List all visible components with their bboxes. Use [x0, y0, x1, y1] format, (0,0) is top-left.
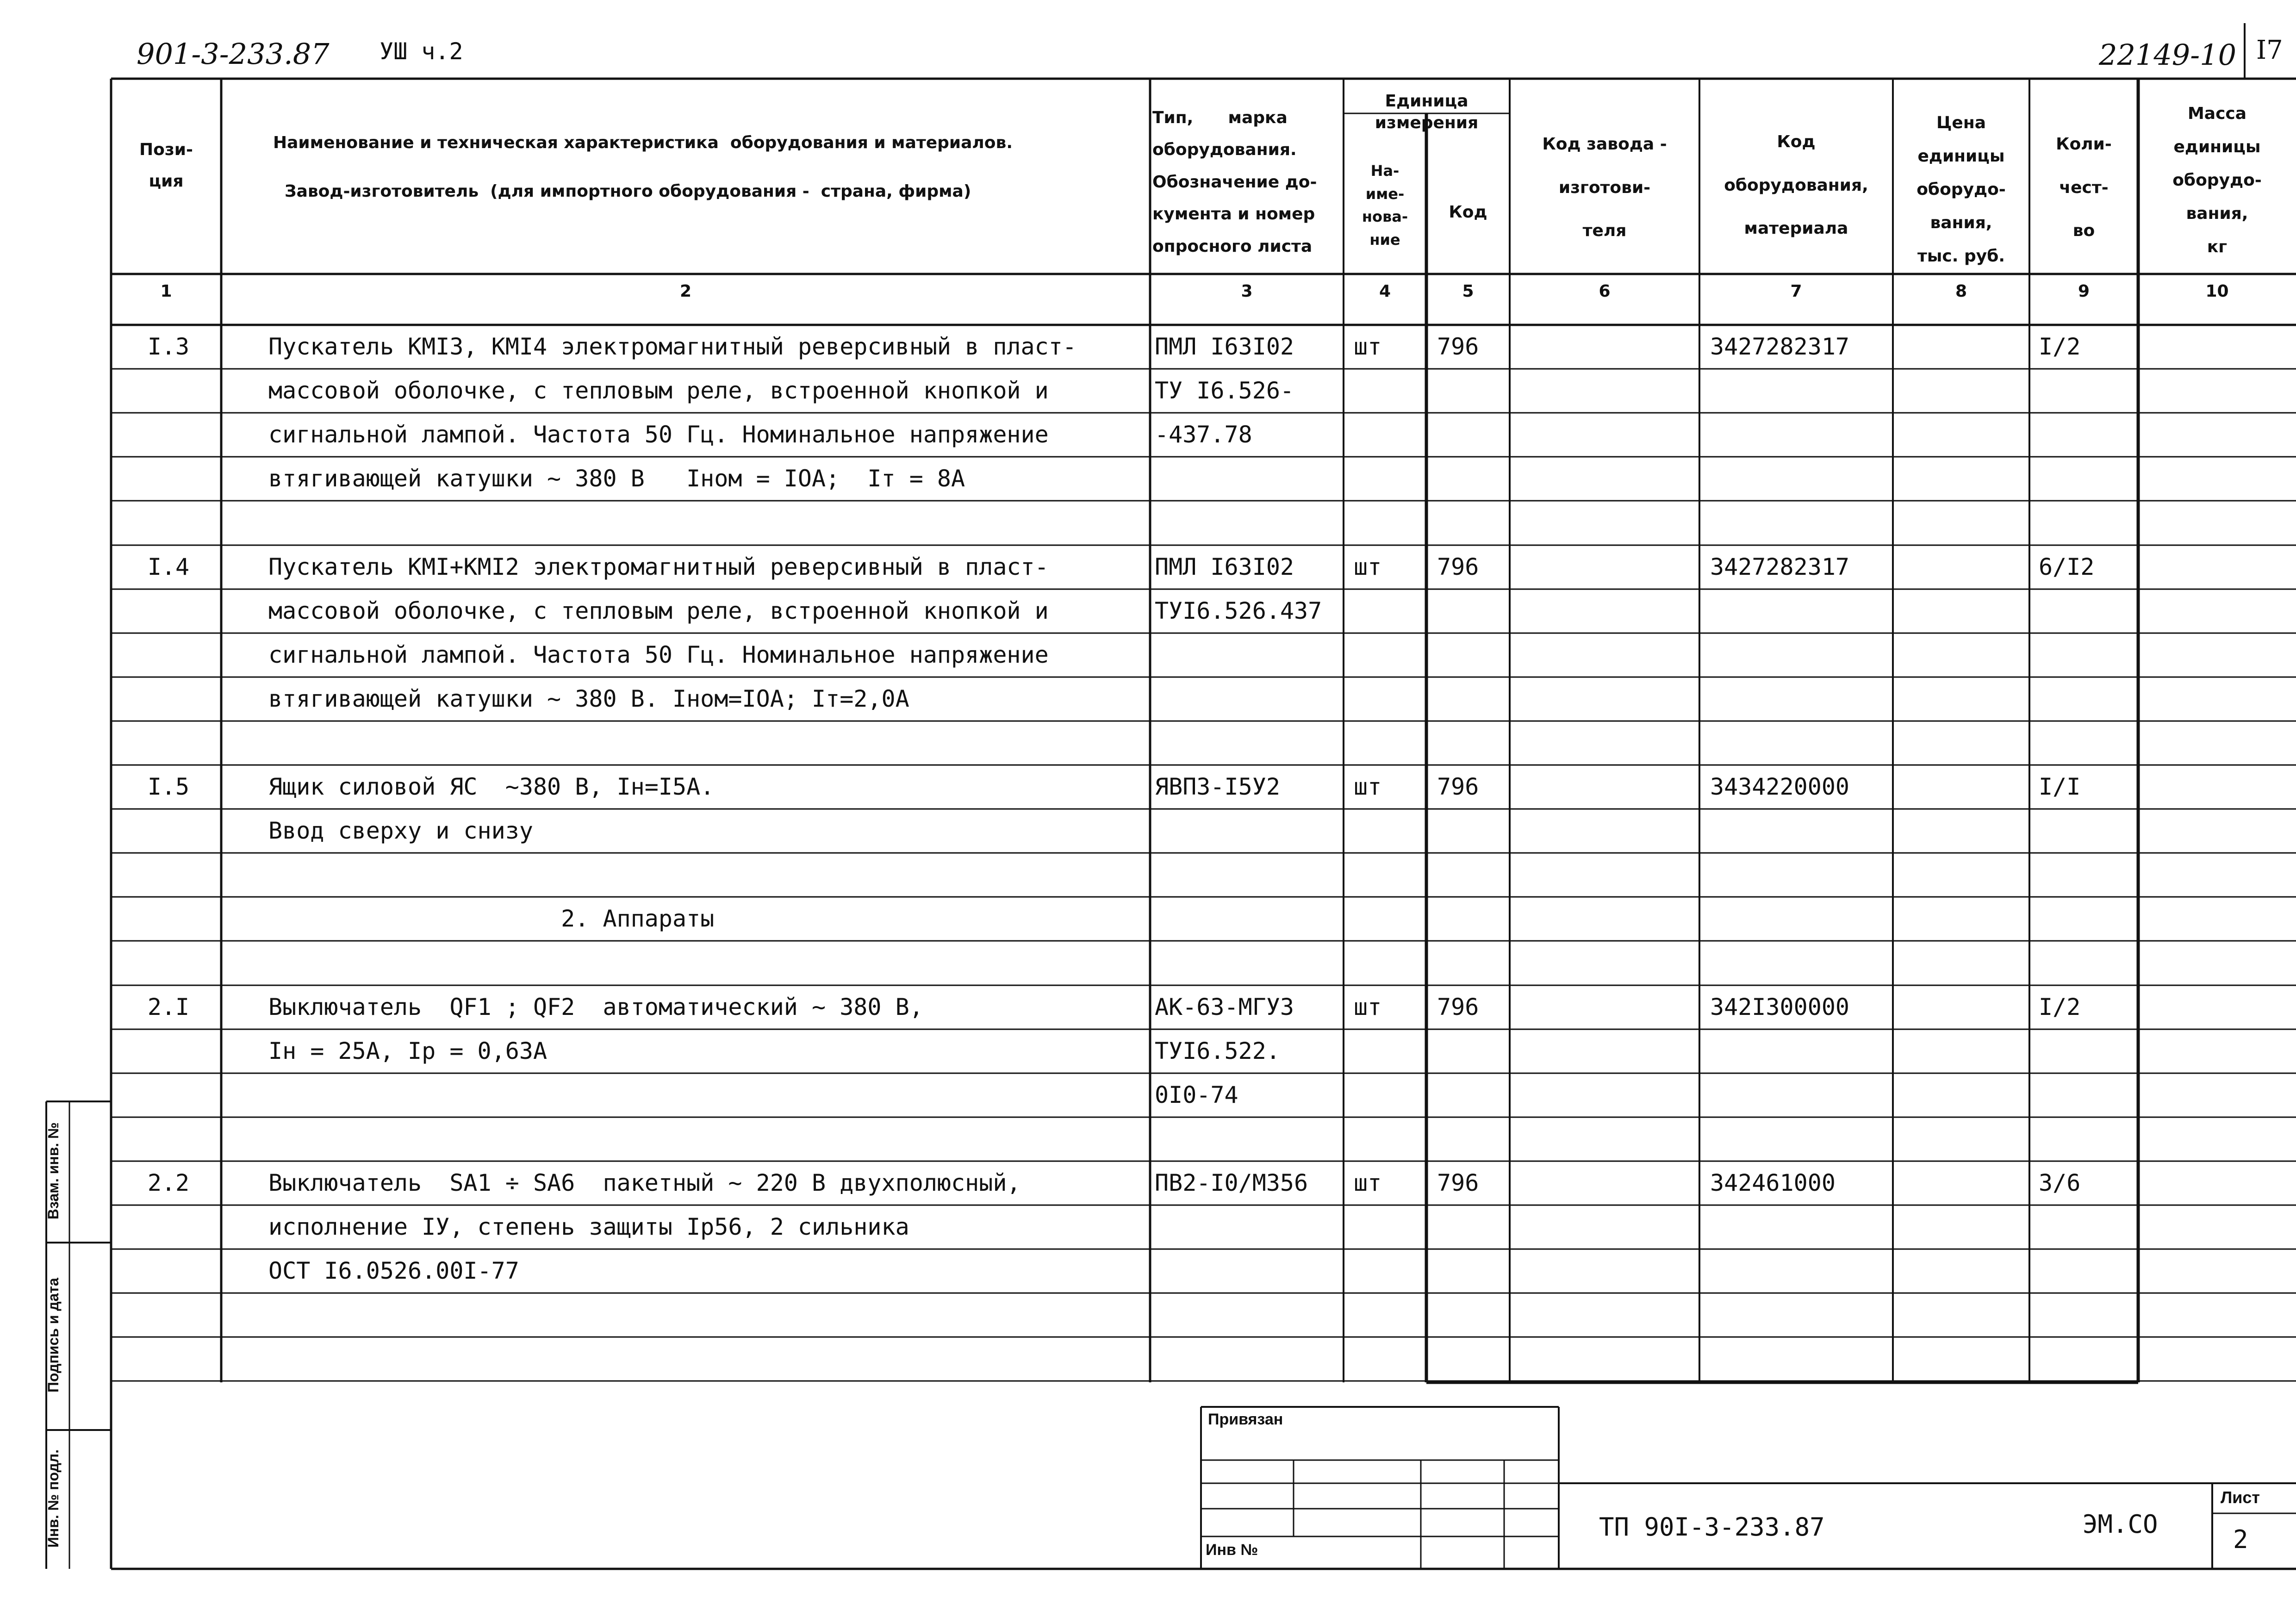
- cell-name: Пускатель КМI3, КМI4 электромагнитный реверсивный в пласт-: [268, 333, 1076, 360]
- side-signature-date: Подпись и дата: [45, 1278, 62, 1393]
- header-position: Пози- ция: [139, 140, 193, 191]
- cell-name: массовой оболочке, с тепловым реле, встроенной кнопкой и: [268, 377, 1049, 404]
- cell-type: ПМЛ I63I02: [1155, 333, 1294, 360]
- column-number: 3: [1241, 282, 1253, 301]
- cell-pos: I.4: [147, 553, 190, 580]
- header-factory-code: Код завода - изготови- теля: [1542, 135, 1667, 241]
- side-replacement-inv: Взам. инв. №: [45, 1122, 62, 1219]
- header-unit-name: На- име- нова- ние: [1362, 162, 1408, 249]
- cell-name: Ввод сверху и снизу: [268, 817, 533, 844]
- album-label: УШ ч.2: [380, 38, 463, 65]
- cell-code: 796: [1437, 553, 1479, 580]
- cell-name: Выключатель QF1 ; QF2 автоматический ~ 380 В,: [268, 994, 923, 1020]
- header-unit-code: Код: [1449, 203, 1487, 222]
- cell-type: ЯВПЗ-I5У2: [1155, 773, 1280, 800]
- stamp-bound-to: Привязан: [1208, 1411, 1283, 1428]
- cell-unit: шт: [1354, 994, 1382, 1020]
- cell-name: исполнение IУ, степень защиты Iр56, 2 сильника: [268, 1213, 909, 1240]
- header-equipment-code: Код оборудования, материала: [1724, 132, 1868, 238]
- cell-qty: 6/I2: [2039, 553, 2095, 580]
- column-number: 5: [1462, 282, 1474, 301]
- cell-code7: 3427282317: [1710, 333, 1850, 360]
- cell-type: АК-63-МГУЗ: [1155, 994, 1294, 1020]
- cell-pos: 2.2: [147, 1169, 190, 1196]
- cell-type: 0I0-74: [1155, 1082, 1238, 1108]
- header-mass: Масса единицы оборудо- вания, кг: [2172, 104, 2262, 256]
- cell-unit: шт: [1354, 553, 1382, 580]
- cell-code: 796: [1437, 994, 1479, 1020]
- cell-code: 796: [1437, 1169, 1479, 1196]
- column-number: 1: [160, 282, 172, 301]
- header-name-line2: Завод-изготовитель (для импортного оборудования - страна, фирма): [285, 182, 971, 201]
- column-number: 2: [679, 282, 692, 301]
- cell-unit: шт: [1354, 773, 1382, 800]
- cell-type: ПВ2-I0/М356: [1155, 1169, 1308, 1196]
- header-type: Тип, марка оборудования. Обозначение до- кумента и номер опросного листа: [1152, 108, 1317, 256]
- cell-qty: 3/6: [2039, 1169, 2081, 1196]
- stamp-sheet-number: 2: [2233, 1525, 2248, 1554]
- sheet-corner-number: I7: [2256, 35, 2283, 65]
- cell-name: 2. Аппараты: [268, 905, 715, 932]
- header-unit-group: Единица измерения: [1375, 92, 1479, 132]
- header-quantity: Коли- чест- во: [2056, 135, 2112, 241]
- side-original-inv: Инв. № подл.: [45, 1449, 62, 1548]
- cell-name: ОСТ I6.0526.00I-77: [268, 1257, 519, 1284]
- header-name-line1: Наименование и техническая характеристика оборудования и материалов.: [273, 133, 1013, 152]
- doc-code: 901-3-233.87: [137, 37, 330, 71]
- column-number: 7: [1790, 282, 1802, 301]
- cell-name: втягивающей катушки ~ 380 В. Iном=IОА; Iт=2,0А: [268, 685, 909, 712]
- cell-type: ТУ I6.526-: [1155, 377, 1294, 404]
- drawing-number: 22149-10: [2099, 38, 2237, 72]
- stamp-title: ТП 90I-3-233.87: [1599, 1512, 1825, 1542]
- cell-name: втягивающей катушки ~ 380 В Iном = IОА; Iт = 8А: [268, 465, 965, 492]
- cell-type: -437.78: [1155, 421, 1252, 448]
- cell-unit: шт: [1354, 333, 1382, 360]
- column-number: 8: [1955, 282, 1967, 301]
- cell-name: Пускатель КМI+КМI2 электромагнитный реверсивный в пласт-: [268, 553, 1049, 580]
- cell-qty: I/2: [2039, 333, 2081, 360]
- cell-pos: I.5: [147, 773, 190, 800]
- cell-type: ТУI6.522.: [1155, 1038, 1280, 1064]
- cell-code: 796: [1437, 333, 1479, 360]
- cell-name: массовой оболочке, с тепловым реле, встроенной кнопкой и: [268, 597, 1049, 624]
- cell-pos: I.3: [147, 333, 190, 360]
- cell-type: ПМЛ I63I02: [1155, 553, 1294, 580]
- cell-pos: 2.I: [147, 994, 190, 1020]
- stamp-inv-no: Инв №: [1206, 1541, 1258, 1559]
- stamp-mark: ЭМ.СО: [2083, 1510, 2158, 1539]
- cell-code: 796: [1437, 773, 1479, 800]
- cell-name: Ящик силовой ЯС ~380 В, Iн=I5А.: [268, 773, 715, 800]
- column-number: 6: [1599, 282, 1611, 301]
- cell-unit: шт: [1354, 1169, 1382, 1196]
- stamp-sheet-label: Лист: [2221, 1488, 2260, 1507]
- header-price: Цена единицы оборудо- вания, тыс. руб.: [1916, 113, 2006, 266]
- cell-qty: I/2: [2039, 994, 2081, 1020]
- cell-code7: 3427282317: [1710, 553, 1850, 580]
- cell-name: Iн = 25А, Iр = 0,63А: [268, 1038, 548, 1064]
- column-number: 4: [1379, 282, 1391, 301]
- cell-name: Выключатель SA1 ÷ SA6 пакетный ~ 220 В двухполюсный,: [268, 1169, 1021, 1196]
- column-number: 10: [2205, 282, 2229, 301]
- cell-code7: 3434220000: [1710, 773, 1850, 800]
- cell-name: сигнальной лампой. Частота 50 Гц. Номинальное напряжение: [268, 421, 1049, 448]
- cell-code7: 342461000: [1710, 1169, 1836, 1196]
- column-number: 9: [2078, 282, 2090, 301]
- cell-name: сигнальной лампой. Частота 50 Гц. Номинальное напряжение: [268, 641, 1049, 668]
- cell-qty: I/I: [2039, 773, 2081, 800]
- cell-type: ТУI6.526.437: [1155, 597, 1322, 624]
- cell-code7: 342I300000: [1710, 994, 1850, 1020]
